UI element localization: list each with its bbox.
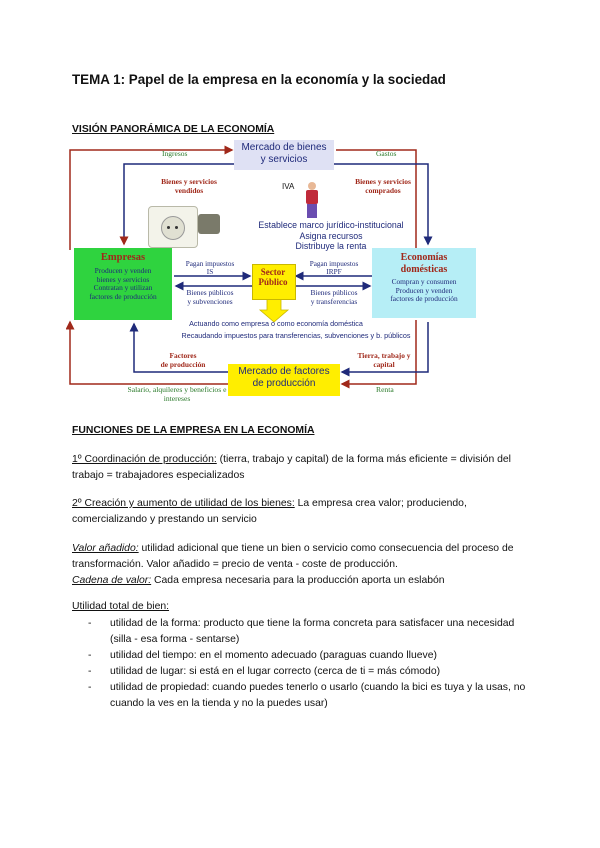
list-item: - utilidad de propiedad: cuando puedes tenerlo o usarlo (cuando la bici es tuya y la usas, no cuando la ves en la tienda y no la puedes usar) bbox=[72, 680, 532, 712]
factores-produccion-label: Factores de producción bbox=[160, 351, 206, 369]
function-coordination bbox=[72, 452, 532, 484]
goods-services-market-label: Mercado de bienes y servicios bbox=[241, 142, 327, 165]
factor-market-label: Mercado de factores de producción bbox=[238, 366, 330, 389]
sector-publico-label: Sector Público bbox=[258, 267, 288, 288]
empresas-description: Producen y venden bienes y servicios Contratan y utilizan factores de producción bbox=[89, 266, 157, 301]
economy-flow-diagram bbox=[66, 140, 458, 410]
tierra-trabajo-capital-label: Tierra, trabajo y capital bbox=[357, 351, 411, 369]
pagan-irpf-label: Pagan impuestos IRPF bbox=[309, 260, 359, 277]
function-utility bbox=[72, 496, 532, 528]
economias-domesticas-description: Compran y consumen Producen y venden factores de producción bbox=[390, 277, 458, 304]
recaudando-label: Recaudando impuestos para transferencias, subvenciones y b. públicos bbox=[181, 331, 411, 340]
empresas-title: Empresas bbox=[100, 252, 146, 263]
renta-label: Renta bbox=[376, 385, 394, 394]
plug-icon bbox=[198, 214, 220, 234]
function-utility-text: La empresa crea valor; produciendo, comercializando y prestando un servicio bbox=[72, 498, 467, 525]
page-title: TEMA 1: Papel de la empresa en la economía y la sociedad bbox=[72, 72, 446, 87]
economias-domesticas-title: Economías domésticas bbox=[400, 252, 448, 275]
list-item: - utilidad de lugar: si está en el lugar correcto (cerca de ti = más cómodo) bbox=[72, 664, 532, 680]
utilidad-total-heading-text: Utilidad total de bien: bbox=[72, 601, 170, 612]
gastos-label: Gastos bbox=[376, 149, 397, 158]
valor-anadido-label: Valor añadido: bbox=[72, 543, 139, 554]
function-coordination-text: (tierra, trabajo y capital) de la forma más eficiente = división del trabajo = trabajadores especializados bbox=[72, 454, 511, 481]
utility-list bbox=[72, 616, 532, 712]
function-utility-label: 2º Creación y aumento de utilidad de los bienes: bbox=[72, 498, 295, 509]
cadena-valor-label: Cadena de valor: bbox=[72, 575, 152, 586]
utilidad-total-heading bbox=[72, 599, 532, 615]
iva-label: IVA bbox=[282, 182, 295, 191]
public-sector-roles: Establece marco jurídico-institucional Asigna recursos Distribuye la renta bbox=[258, 220, 404, 252]
bienes-comprados-label: Bienes y servicios comprados bbox=[355, 177, 411, 195]
valor-anadido-paragraph bbox=[72, 541, 532, 589]
ingresos-label: Ingresos bbox=[162, 149, 188, 158]
function-coordination-label: 1º Coordinación de producción: bbox=[72, 454, 217, 465]
section-heading-functions: FUNCIONES DE LA EMPRESA EN LA ECONOMÍA bbox=[72, 425, 315, 436]
bienes-publicos-transferencias-label: Bienes públicos y transferencias bbox=[310, 288, 358, 306]
bienes-publicos-subvenciones-label: Bienes públicos y subvenciones bbox=[186, 288, 234, 306]
salario-label: Salario, alquileres y beneficios e intereses bbox=[127, 385, 227, 403]
pagan-is-label: Pagan impuestos IS bbox=[185, 260, 235, 277]
bienes-vendidos-label: Bienes y servicios vendidos bbox=[161, 177, 217, 195]
valor-anadido-text: utilidad adicional que tiene un bien o servicio como consecuencia del proceso de transformación. Valor añadido = precio de venta - coste de producción. bbox=[72, 543, 514, 570]
actuando-label: Actuando como empresa o como economía doméstica bbox=[189, 319, 363, 328]
section-heading-overview: VISIÓN PANORÁMICA DE LA ECONOMÍA bbox=[72, 124, 275, 135]
list-item: - utilidad de la forma: producto que tiene la forma concreta para satisfacer una necesidad (silla - esa forma - sentarse) bbox=[72, 616, 532, 648]
list-item: - utilidad del tiempo: en el momento adecuado (paraguas cuando llueve) bbox=[72, 648, 532, 664]
public-servant-figure-icon bbox=[304, 182, 320, 218]
cadena-valor-text: Cada empresa necesaria para la producción aporta un eslabón bbox=[151, 575, 445, 586]
power-socket-icon bbox=[148, 206, 198, 248]
